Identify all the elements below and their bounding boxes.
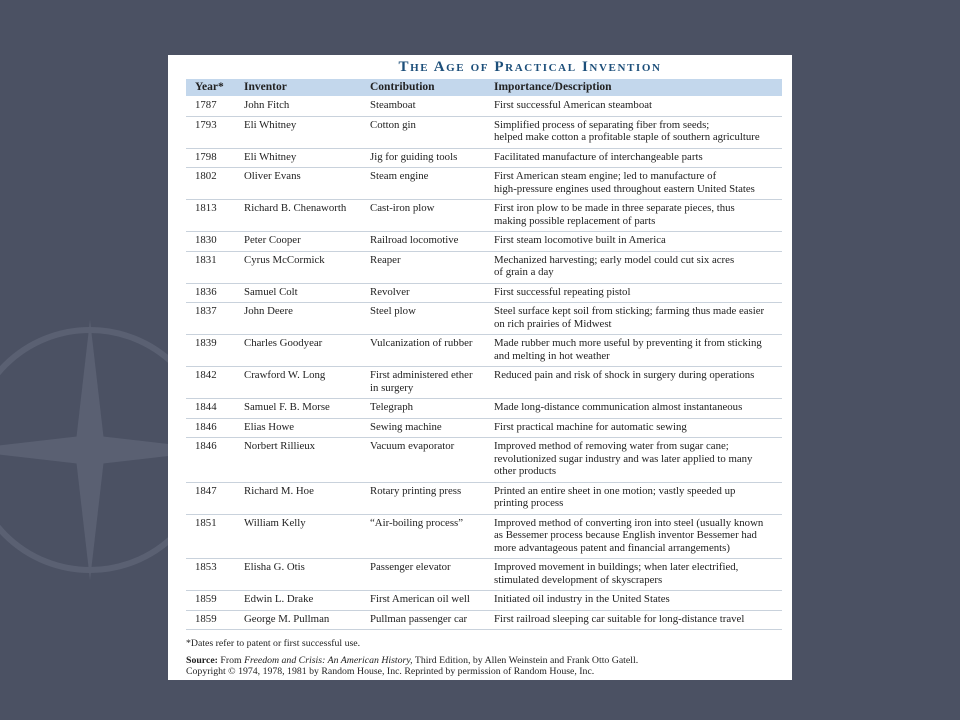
cell-inventor: Peter Cooper — [244, 234, 301, 246]
cell-contribution: Jig for guiding tools — [370, 150, 458, 163]
header-inventor: Inventor — [244, 81, 287, 93]
table-row — [186, 419, 782, 439]
cell-importance: Improved movement in buildings; when later electrified, stimulated development of skyscrapers — [494, 561, 739, 586]
cell-importance: Steel surface kept soil from sticking; farming thus made easier on rich prairies of Midwest — [494, 305, 765, 330]
table-row — [186, 97, 782, 117]
cell-year: 1798 — [195, 150, 217, 163]
table-body — [186, 97, 782, 630]
cell-contribution: First American oil well — [370, 593, 470, 605]
header-year: Year* — [195, 81, 224, 93]
cell-contribution: Revolver — [370, 285, 410, 298]
cell-inventor: William Kelly — [244, 516, 306, 529]
table-row — [186, 168, 782, 200]
cell-importance: Made long-distance communication almost instantaneous — [494, 401, 743, 413]
cell-inventor: Crawford W. Long — [244, 369, 326, 381]
cell-contribution: Rotary printing press — [370, 484, 462, 497]
cell-year: 1844 — [195, 401, 217, 413]
cell-inventor: Cyrus McCormick — [244, 253, 325, 266]
cell-importance: Improved method of converting iron into steel (usually known as Bessemer process because English inventor Bessemer had more advantageous patent and financial arrangements) — [494, 516, 764, 554]
cell-inventor: Richard M. Hoe — [244, 484, 314, 497]
cell-contribution: Telegraph — [370, 401, 414, 413]
cell-year: 1851 — [195, 516, 217, 529]
cell-importance: First practical machine for automatic sewing — [494, 420, 687, 433]
cell-year: 1793 — [195, 118, 217, 131]
cell-contribution: Vulcanization of rubber — [370, 337, 473, 349]
cell-importance: Reduced pain and risk of shock in surgery during operations — [494, 369, 755, 381]
table-row — [186, 515, 782, 560]
cell-year: 1802 — [195, 170, 217, 182]
table-row — [186, 399, 782, 419]
cell-contribution: Vacuum evaporator — [370, 440, 455, 452]
cell-year: 1839 — [195, 337, 217, 349]
cell-inventor: John Fitch — [244, 99, 290, 111]
cell-year: 1842 — [195, 369, 217, 381]
cell-year: 1830 — [195, 234, 217, 246]
cell-inventor: Charles Goodyear — [244, 337, 323, 349]
cell-year: 1837 — [195, 305, 217, 317]
cell-inventor: Eli Whitney — [244, 118, 297, 131]
cell-inventor: Oliver Evans — [244, 170, 301, 182]
source-label: Source: — [186, 655, 218, 666]
cell-inventor: George M. Pullman — [244, 612, 330, 625]
cell-importance: Simplified process of separating fiber from seeds; helped make cotton a profitable staple of southern agriculture — [494, 118, 760, 143]
table-row — [186, 591, 782, 611]
footnote: *Dates refer to patent or first successful use. — [186, 638, 361, 649]
cell-year: 1813 — [195, 202, 217, 214]
table-row — [186, 200, 782, 232]
cell-importance: Facilitated manufacture of interchangeable parts — [494, 150, 703, 163]
cell-contribution: Steamboat — [370, 99, 416, 111]
table-row — [186, 335, 782, 367]
header-contribution: Contribution — [370, 81, 435, 93]
cell-contribution: Steam engine — [370, 170, 429, 182]
cell-inventor: Samuel F. B. Morse — [244, 401, 330, 413]
table-row — [186, 149, 782, 169]
cell-inventor: John Deere — [244, 305, 293, 317]
source-prefix: From — [220, 655, 242, 666]
cell-year: 1853 — [195, 561, 217, 573]
table-row — [186, 483, 782, 515]
cell-year: 1787 — [195, 99, 217, 111]
table-row — [186, 252, 782, 284]
cell-contribution: Railroad locomotive — [370, 234, 459, 246]
cell-year: 1847 — [195, 484, 217, 497]
cell-importance: Printed an entire sheet in one motion; vastly speeded up printing process — [494, 484, 736, 509]
table-row — [186, 232, 782, 252]
source-book-title: Freedom and Crisis: An American History, — [244, 655, 413, 666]
table-row — [186, 303, 782, 335]
header-importance: Importance/Description — [494, 81, 612, 93]
cell-year: 1859 — [195, 612, 217, 625]
cell-inventor: Eli Whitney — [244, 150, 297, 163]
cell-inventor: Edwin L. Drake — [244, 593, 314, 605]
source-rest: Third Edition, by Allen Weinstein and Frank Otto Gatell. — [414, 655, 639, 666]
cell-contribution: “Air-boiling process” — [370, 516, 464, 529]
table-row — [186, 367, 782, 399]
invention-table-document — [168, 55, 792, 680]
cell-contribution: Reaper — [370, 253, 401, 266]
cell-inventor: Richard B. Chenaworth — [244, 202, 347, 214]
cell-importance: First successful American steamboat — [494, 99, 653, 111]
table-row — [186, 611, 782, 631]
cell-year: 1846 — [195, 440, 217, 452]
cell-contribution: First administered ether in surgery — [370, 369, 473, 394]
cell-importance: Initiated oil industry in the United States — [494, 593, 670, 605]
table-header — [186, 79, 782, 96]
cell-year: 1831 — [195, 253, 217, 266]
table-title: The Age of Practical Invention — [398, 59, 662, 75]
cell-inventor: Elias Howe — [244, 420, 295, 433]
copyright-line: Copyright © 1974, 1978, 1981 by Random House, Inc. Reprinted by permission of Random House, Inc. — [186, 666, 595, 677]
cell-contribution: Cast-iron plow — [370, 202, 435, 214]
cell-contribution: Steel plow — [370, 305, 416, 317]
cell-contribution: Passenger elevator — [370, 561, 451, 573]
cell-contribution: Pullman passenger car — [370, 612, 468, 625]
cell-contribution: Cotton gin — [370, 118, 416, 131]
cell-inventor: Elisha G. Otis — [244, 561, 305, 573]
table-row — [186, 438, 782, 483]
cell-importance: First successful repeating pistol — [494, 285, 631, 298]
cell-year: 1846 — [195, 420, 217, 433]
cell-year: 1859 — [195, 593, 217, 605]
table-row — [186, 117, 782, 149]
cell-importance: First iron plow to be made in three separate pieces, thus making possible replacement of parts — [494, 202, 735, 227]
cell-inventor: Norbert Rillieux — [244, 440, 316, 452]
cell-inventor: Samuel Colt — [244, 285, 298, 298]
cell-importance: Mechanized harvesting; early model could cut six acres of grain a day — [494, 253, 735, 278]
cell-importance: Improved method of removing water from sugar cane; revolutionized sugar industry and was later applied to many other products — [494, 440, 753, 477]
table-row — [186, 284, 782, 304]
cell-year: 1836 — [195, 285, 217, 298]
cell-importance: Made rubber much more useful by preventing it from sticking and melting in hot weather — [494, 337, 762, 362]
cell-importance: First American steam engine; led to manufacture of high-pressure engines used throughout eastern United States — [494, 170, 755, 195]
cell-importance: First steam locomotive built in America — [494, 234, 666, 246]
table-row — [186, 559, 782, 591]
cell-contribution: Sewing machine — [370, 420, 442, 433]
cell-importance: First railroad sleeping car suitable for long-distance travel — [494, 612, 745, 625]
